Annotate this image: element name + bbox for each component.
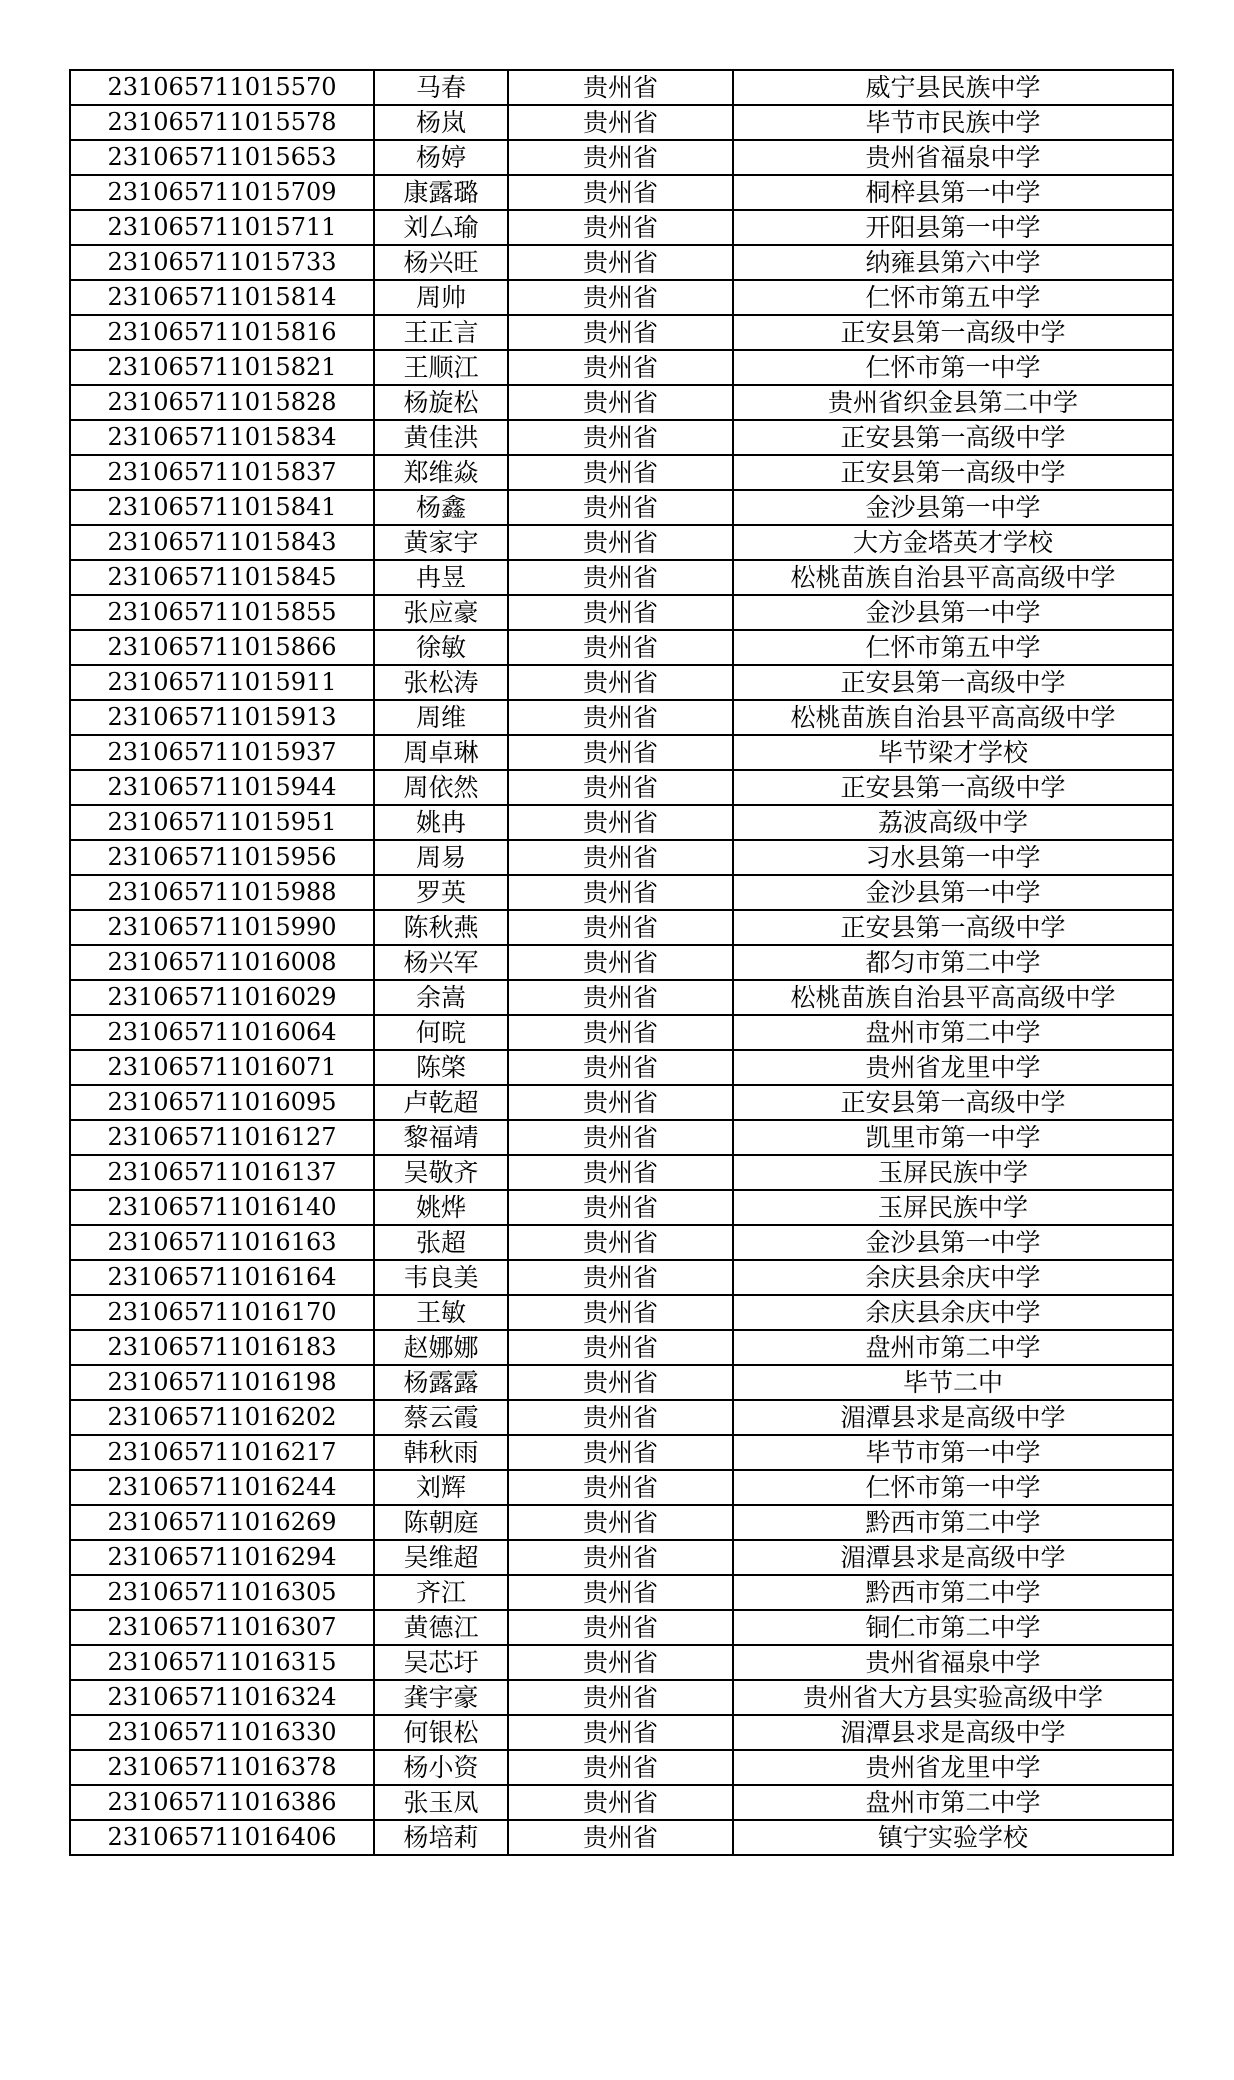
cell-name: 韦良美 bbox=[374, 1260, 508, 1295]
cell-school: 玉屏民族中学 bbox=[733, 1190, 1173, 1225]
cell-name: 张松涛 bbox=[374, 665, 508, 700]
cell-id: 231065711016198 bbox=[70, 1365, 374, 1400]
cell-name: 赵娜娜 bbox=[374, 1330, 508, 1365]
cell-province: 贵州省 bbox=[508, 1015, 733, 1050]
cell-name: 杨旋松 bbox=[374, 385, 508, 420]
table-row bbox=[70, 1820, 1173, 1855]
cell-school: 盘州市第二中学 bbox=[733, 1330, 1173, 1365]
cell-province: 贵州省 bbox=[508, 945, 733, 980]
cell-name: 杨兴军 bbox=[374, 945, 508, 980]
cell-province: 贵州省 bbox=[508, 1505, 733, 1540]
cell-id: 231065711015911 bbox=[70, 665, 374, 700]
cell-name: 韩秋雨 bbox=[374, 1435, 508, 1470]
cell-name: 齐江 bbox=[374, 1575, 508, 1610]
cell-name: 龚宇豪 bbox=[374, 1680, 508, 1715]
cell-province: 贵州省 bbox=[508, 1575, 733, 1610]
cell-id: 231065711016164 bbox=[70, 1260, 374, 1295]
cell-school: 贵州省织金县第二中学 bbox=[733, 385, 1173, 420]
cell-province: 贵州省 bbox=[508, 1400, 733, 1435]
cell-id: 231065711015570 bbox=[70, 70, 374, 105]
cell-name: 杨婷 bbox=[374, 140, 508, 175]
table-row bbox=[70, 1120, 1173, 1155]
cell-province: 贵州省 bbox=[508, 735, 733, 770]
cell-id: 231065711015653 bbox=[70, 140, 374, 175]
cell-id: 231065711015733 bbox=[70, 245, 374, 280]
cell-id: 231065711016269 bbox=[70, 1505, 374, 1540]
cell-school: 湄潭县求是高级中学 bbox=[733, 1715, 1173, 1750]
cell-name: 康露璐 bbox=[374, 175, 508, 210]
cell-province: 贵州省 bbox=[508, 385, 733, 420]
table-row bbox=[70, 875, 1173, 910]
cell-name: 何晥 bbox=[374, 1015, 508, 1050]
cell-id: 231065711015944 bbox=[70, 770, 374, 805]
table-row bbox=[70, 945, 1173, 980]
table-row bbox=[70, 630, 1173, 665]
cell-id: 231065711015988 bbox=[70, 875, 374, 910]
cell-id: 231065711016217 bbox=[70, 1435, 374, 1470]
cell-school: 正安县第一高级中学 bbox=[733, 770, 1173, 805]
cell-name: 郑维焱 bbox=[374, 455, 508, 490]
cell-province: 贵州省 bbox=[508, 1540, 733, 1575]
cell-name: 吴敬齐 bbox=[374, 1155, 508, 1190]
cell-name: 王敏 bbox=[374, 1295, 508, 1330]
cell-id: 231065711016127 bbox=[70, 1120, 374, 1155]
cell-id: 231065711016095 bbox=[70, 1085, 374, 1120]
cell-school: 余庆县余庆中学 bbox=[733, 1260, 1173, 1295]
cell-id: 231065711016244 bbox=[70, 1470, 374, 1505]
cell-province: 贵州省 bbox=[508, 490, 733, 525]
cell-name: 王顺江 bbox=[374, 350, 508, 385]
cell-id: 231065711016140 bbox=[70, 1190, 374, 1225]
cell-id: 231065711015821 bbox=[70, 350, 374, 385]
cell-name: 余嵩 bbox=[374, 980, 508, 1015]
cell-id: 231065711016330 bbox=[70, 1715, 374, 1750]
cell-school: 金沙县第一中学 bbox=[733, 595, 1173, 630]
cell-school: 荔波高级中学 bbox=[733, 805, 1173, 840]
cell-id: 231065711016315 bbox=[70, 1645, 374, 1680]
cell-id: 231065711016294 bbox=[70, 1540, 374, 1575]
table-row bbox=[70, 1435, 1173, 1470]
cell-name: 刘厶瑜 bbox=[374, 210, 508, 245]
cell-name: 张超 bbox=[374, 1225, 508, 1260]
cell-id: 231065711015951 bbox=[70, 805, 374, 840]
cell-school: 贵州省福泉中学 bbox=[733, 1645, 1173, 1680]
cell-school: 金沙县第一中学 bbox=[733, 1225, 1173, 1260]
table-row bbox=[70, 980, 1173, 1015]
cell-name: 王正言 bbox=[374, 315, 508, 350]
cell-province: 贵州省 bbox=[508, 1365, 733, 1400]
cell-province: 贵州省 bbox=[508, 70, 733, 105]
cell-province: 贵州省 bbox=[508, 910, 733, 945]
cell-school: 金沙县第一中学 bbox=[733, 875, 1173, 910]
cell-name: 吴芯圩 bbox=[374, 1645, 508, 1680]
cell-province: 贵州省 bbox=[508, 455, 733, 490]
cell-school: 毕节市第一中学 bbox=[733, 1435, 1173, 1470]
cell-name: 徐敏 bbox=[374, 630, 508, 665]
cell-school: 湄潭县求是高级中学 bbox=[733, 1400, 1173, 1435]
cell-province: 贵州省 bbox=[508, 700, 733, 735]
cell-province: 贵州省 bbox=[508, 245, 733, 280]
table-row bbox=[70, 1260, 1173, 1295]
table-row bbox=[70, 280, 1173, 315]
cell-name: 杨培莉 bbox=[374, 1820, 508, 1855]
cell-name: 周卓琳 bbox=[374, 735, 508, 770]
cell-school: 铜仁市第二中学 bbox=[733, 1610, 1173, 1645]
table-row bbox=[70, 700, 1173, 735]
table-row bbox=[70, 595, 1173, 630]
cell-name: 黄佳洪 bbox=[374, 420, 508, 455]
cell-name: 姚烨 bbox=[374, 1190, 508, 1225]
table-row bbox=[70, 1540, 1173, 1575]
table-row bbox=[70, 1295, 1173, 1330]
cell-school: 正安县第一高级中学 bbox=[733, 665, 1173, 700]
cell-school: 松桃苗族自治县平高高级中学 bbox=[733, 560, 1173, 595]
table-row bbox=[70, 1610, 1173, 1645]
cell-school: 正安县第一高级中学 bbox=[733, 910, 1173, 945]
cell-province: 贵州省 bbox=[508, 1330, 733, 1365]
cell-province: 贵州省 bbox=[508, 805, 733, 840]
cell-id: 231065711015937 bbox=[70, 735, 374, 770]
cell-province: 贵州省 bbox=[508, 1680, 733, 1715]
table-row bbox=[70, 1505, 1173, 1540]
table-row bbox=[70, 1365, 1173, 1400]
cell-name: 马春 bbox=[374, 70, 508, 105]
cell-name: 杨小资 bbox=[374, 1750, 508, 1785]
cell-province: 贵州省 bbox=[508, 1085, 733, 1120]
cell-id: 231065711016170 bbox=[70, 1295, 374, 1330]
table-row bbox=[70, 455, 1173, 490]
cell-id: 231065711016305 bbox=[70, 1575, 374, 1610]
cell-province: 贵州省 bbox=[508, 595, 733, 630]
table-row bbox=[70, 735, 1173, 770]
cell-id: 231065711015990 bbox=[70, 910, 374, 945]
cell-id: 231065711015828 bbox=[70, 385, 374, 420]
cell-province: 贵州省 bbox=[508, 875, 733, 910]
table-row bbox=[70, 1785, 1173, 1820]
cell-name: 罗英 bbox=[374, 875, 508, 910]
table-row bbox=[70, 315, 1173, 350]
cell-id: 231065711015834 bbox=[70, 420, 374, 455]
table-row bbox=[70, 350, 1173, 385]
table-row bbox=[70, 1015, 1173, 1050]
cell-id: 231065711015837 bbox=[70, 455, 374, 490]
cell-school: 松桃苗族自治县平高高级中学 bbox=[733, 700, 1173, 735]
cell-id: 231065711016406 bbox=[70, 1820, 374, 1855]
cell-school: 习水县第一中学 bbox=[733, 840, 1173, 875]
table-row bbox=[70, 385, 1173, 420]
cell-name: 蔡云霞 bbox=[374, 1400, 508, 1435]
cell-name: 姚冉 bbox=[374, 805, 508, 840]
cell-school: 盘州市第二中学 bbox=[733, 1785, 1173, 1820]
table-row bbox=[70, 210, 1173, 245]
cell-school: 仁怀市第五中学 bbox=[733, 630, 1173, 665]
cell-school: 盘州市第二中学 bbox=[733, 1015, 1173, 1050]
cell-province: 贵州省 bbox=[508, 525, 733, 560]
cell-id: 231065711015709 bbox=[70, 175, 374, 210]
cell-school: 正安县第一高级中学 bbox=[733, 315, 1173, 350]
cell-province: 贵州省 bbox=[508, 1295, 733, 1330]
cell-name: 杨鑫 bbox=[374, 490, 508, 525]
cell-province: 贵州省 bbox=[508, 840, 733, 875]
cell-id: 231065711015841 bbox=[70, 490, 374, 525]
cell-school: 玉屏民族中学 bbox=[733, 1155, 1173, 1190]
cell-id: 231065711016064 bbox=[70, 1015, 374, 1050]
cell-province: 贵州省 bbox=[508, 1435, 733, 1470]
cell-name: 黎福靖 bbox=[374, 1120, 508, 1155]
cell-province: 贵州省 bbox=[508, 1610, 733, 1645]
table-row bbox=[70, 1470, 1173, 1505]
cell-id: 231065711015711 bbox=[70, 210, 374, 245]
table-row bbox=[70, 1190, 1173, 1225]
cell-id: 231065711015814 bbox=[70, 280, 374, 315]
cell-id: 231065711016071 bbox=[70, 1050, 374, 1085]
cell-school: 纳雍县第六中学 bbox=[733, 245, 1173, 280]
cell-id: 231065711015578 bbox=[70, 105, 374, 140]
cell-province: 贵州省 bbox=[508, 1260, 733, 1295]
cell-id: 231065711016163 bbox=[70, 1225, 374, 1260]
cell-school: 正安县第一高级中学 bbox=[733, 1085, 1173, 1120]
cell-name: 何银松 bbox=[374, 1715, 508, 1750]
table-row bbox=[70, 245, 1173, 280]
cell-school: 松桃苗族自治县平高高级中学 bbox=[733, 980, 1173, 1015]
cell-school: 贵州省大方县实验高级中学 bbox=[733, 1680, 1173, 1715]
cell-name: 张应豪 bbox=[374, 595, 508, 630]
table-row bbox=[70, 70, 1173, 105]
cell-province: 贵州省 bbox=[508, 1050, 733, 1085]
cell-province: 贵州省 bbox=[508, 1750, 733, 1785]
cell-id: 231065711016008 bbox=[70, 945, 374, 980]
table-row bbox=[70, 1330, 1173, 1365]
table-row bbox=[70, 1575, 1173, 1610]
cell-school: 毕节市民族中学 bbox=[733, 105, 1173, 140]
table-row bbox=[70, 175, 1173, 210]
cell-name: 卢乾超 bbox=[374, 1085, 508, 1120]
table-row bbox=[70, 140, 1173, 175]
cell-school: 正安县第一高级中学 bbox=[733, 420, 1173, 455]
cell-province: 贵州省 bbox=[508, 1820, 733, 1855]
cell-id: 231065711016029 bbox=[70, 980, 374, 1015]
table-row bbox=[70, 1750, 1173, 1785]
cell-id: 231065711016183 bbox=[70, 1330, 374, 1365]
cell-name: 陈朝庭 bbox=[374, 1505, 508, 1540]
cell-id: 231065711016307 bbox=[70, 1610, 374, 1645]
cell-province: 贵州省 bbox=[508, 315, 733, 350]
cell-school: 大方金塔英才学校 bbox=[733, 525, 1173, 560]
table-row bbox=[70, 910, 1173, 945]
cell-province: 贵州省 bbox=[508, 1155, 733, 1190]
cell-school: 贵州省福泉中学 bbox=[733, 140, 1173, 175]
table-row bbox=[70, 105, 1173, 140]
table-row bbox=[70, 1085, 1173, 1120]
cell-name: 黄家宇 bbox=[374, 525, 508, 560]
cell-province: 贵州省 bbox=[508, 420, 733, 455]
cell-name: 陈秋燕 bbox=[374, 910, 508, 945]
cell-id: 231065711015913 bbox=[70, 700, 374, 735]
cell-id: 231065711015866 bbox=[70, 630, 374, 665]
cell-school: 黔西市第二中学 bbox=[733, 1575, 1173, 1610]
cell-id: 231065711015816 bbox=[70, 315, 374, 350]
cell-school: 湄潭县求是高级中学 bbox=[733, 1540, 1173, 1575]
cell-id: 231065711016324 bbox=[70, 1680, 374, 1715]
cell-name: 黄德江 bbox=[374, 1610, 508, 1645]
cell-province: 贵州省 bbox=[508, 1715, 733, 1750]
cell-school: 毕节梁才学校 bbox=[733, 735, 1173, 770]
cell-name: 刘辉 bbox=[374, 1470, 508, 1505]
cell-province: 贵州省 bbox=[508, 140, 733, 175]
cell-province: 贵州省 bbox=[508, 350, 733, 385]
cell-school: 贵州省龙里中学 bbox=[733, 1050, 1173, 1085]
cell-id: 231065711015843 bbox=[70, 525, 374, 560]
cell-province: 贵州省 bbox=[508, 1470, 733, 1505]
cell-id: 231065711016137 bbox=[70, 1155, 374, 1190]
table-row bbox=[70, 1645, 1173, 1680]
cell-school: 镇宁实验学校 bbox=[733, 1820, 1173, 1855]
table-row bbox=[70, 1400, 1173, 1435]
cell-province: 贵州省 bbox=[508, 1645, 733, 1680]
cell-province: 贵州省 bbox=[508, 105, 733, 140]
cell-school: 都匀市第二中学 bbox=[733, 945, 1173, 980]
table-row bbox=[70, 805, 1173, 840]
cell-school: 毕节二中 bbox=[733, 1365, 1173, 1400]
table-row bbox=[70, 770, 1173, 805]
cell-province: 贵州省 bbox=[508, 280, 733, 315]
table-row bbox=[70, 420, 1173, 455]
cell-id: 231065711015855 bbox=[70, 595, 374, 630]
table-row bbox=[70, 1155, 1173, 1190]
cell-province: 贵州省 bbox=[508, 665, 733, 700]
cell-school: 开阳县第一中学 bbox=[733, 210, 1173, 245]
cell-school: 正安县第一高级中学 bbox=[733, 455, 1173, 490]
cell-name: 杨露露 bbox=[374, 1365, 508, 1400]
cell-school: 贵州省龙里中学 bbox=[733, 1750, 1173, 1785]
table-row bbox=[70, 1715, 1173, 1750]
cell-school: 桐梓县第一中学 bbox=[733, 175, 1173, 210]
cell-name: 杨兴旺 bbox=[374, 245, 508, 280]
roster-table-body bbox=[70, 70, 1173, 1855]
cell-province: 贵州省 bbox=[508, 1225, 733, 1260]
cell-name: 杨岚 bbox=[374, 105, 508, 140]
cell-name: 吴维超 bbox=[374, 1540, 508, 1575]
cell-name: 周依然 bbox=[374, 770, 508, 805]
table-row bbox=[70, 840, 1173, 875]
cell-school: 黔西市第二中学 bbox=[733, 1505, 1173, 1540]
table-row bbox=[70, 1050, 1173, 1085]
cell-school: 仁怀市第一中学 bbox=[733, 350, 1173, 385]
table-row bbox=[70, 1225, 1173, 1260]
cell-school: 威宁县民族中学 bbox=[733, 70, 1173, 105]
cell-id: 231065711015845 bbox=[70, 560, 374, 595]
cell-province: 贵州省 bbox=[508, 210, 733, 245]
cell-id: 231065711016378 bbox=[70, 1750, 374, 1785]
cell-province: 贵州省 bbox=[508, 980, 733, 1015]
cell-name: 周维 bbox=[374, 700, 508, 735]
cell-id: 231065711016386 bbox=[70, 1785, 374, 1820]
cell-school: 金沙县第一中学 bbox=[733, 490, 1173, 525]
cell-province: 贵州省 bbox=[508, 1785, 733, 1820]
cell-province: 贵州省 bbox=[508, 1120, 733, 1155]
cell-province: 贵州省 bbox=[508, 1190, 733, 1225]
cell-id: 231065711016202 bbox=[70, 1400, 374, 1435]
cell-school: 凯里市第一中学 bbox=[733, 1120, 1173, 1155]
cell-name: 冉昱 bbox=[374, 560, 508, 595]
cell-id: 231065711015956 bbox=[70, 840, 374, 875]
cell-school: 余庆县余庆中学 bbox=[733, 1295, 1173, 1330]
cell-province: 贵州省 bbox=[508, 630, 733, 665]
cell-province: 贵州省 bbox=[508, 560, 733, 595]
cell-province: 贵州省 bbox=[508, 175, 733, 210]
roster-table bbox=[69, 69, 1174, 1856]
table-row bbox=[70, 1680, 1173, 1715]
table-row bbox=[70, 665, 1173, 700]
cell-province: 贵州省 bbox=[508, 770, 733, 805]
table-row bbox=[70, 560, 1173, 595]
cell-name: 周易 bbox=[374, 840, 508, 875]
cell-name: 张玉凤 bbox=[374, 1785, 508, 1820]
table-row bbox=[70, 525, 1173, 560]
cell-name: 周帅 bbox=[374, 280, 508, 315]
table-row bbox=[70, 490, 1173, 525]
cell-name: 陈棨 bbox=[374, 1050, 508, 1085]
cell-school: 仁怀市第一中学 bbox=[733, 1470, 1173, 1505]
cell-school: 仁怀市第五中学 bbox=[733, 280, 1173, 315]
